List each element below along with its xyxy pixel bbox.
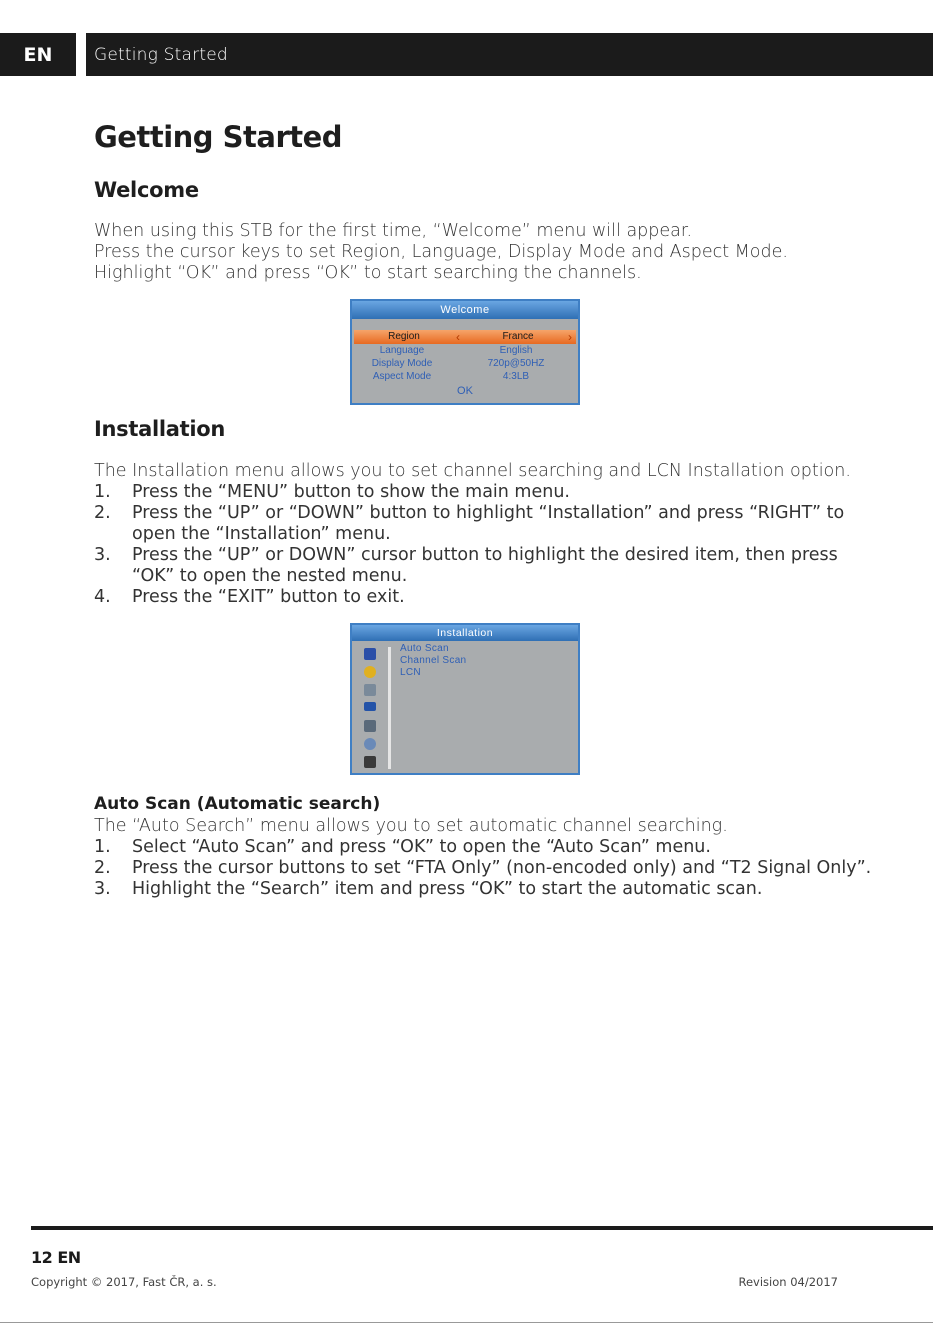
welcome-row-value: France bbox=[502, 331, 534, 342]
game-icon bbox=[364, 738, 376, 750]
installation-menu-screenshot bbox=[350, 623, 580, 775]
step-text: Press the “EXIT” button to exit. bbox=[132, 587, 405, 607]
installation-icon bbox=[364, 684, 376, 696]
media-icon bbox=[364, 756, 376, 768]
installation-screen-title: Installation bbox=[352, 625, 578, 641]
welcome-row-region bbox=[354, 330, 576, 344]
menu-item-channel-scan: Channel Scan bbox=[400, 655, 467, 666]
step-text: Press the cursor buttons to set “FTA Only” (non-encoded only) and “T2 Signal Only”. bbox=[132, 858, 872, 878]
step-text: Press the “UP” or “DOWN” button to highlight “Installation” and press “RIGHT” to open the “Installation” menu. bbox=[132, 503, 845, 544]
arrow-right-icon: › bbox=[568, 330, 572, 344]
welcome-row-language bbox=[352, 344, 578, 357]
menu-item-lcn: LCN bbox=[400, 667, 421, 678]
welcome-menu-screenshot bbox=[350, 299, 580, 405]
installation-menu-list bbox=[400, 643, 466, 679]
header-title: Getting Started bbox=[94, 45, 228, 65]
copyright: Copyright © 2017, Fast ČR, a. s. bbox=[31, 1275, 217, 1289]
list-item bbox=[94, 503, 854, 545]
welcome-row-value: English bbox=[499, 345, 533, 356]
welcome-row-label: Region bbox=[388, 331, 420, 342]
page-title: Getting Started bbox=[94, 120, 343, 154]
step-text: Press the “UP” or DOWN” cursor button to highlight the desired item, then press “OK” to open the nested menu. bbox=[132, 545, 838, 586]
step-number: 4. bbox=[94, 587, 111, 607]
footer-rule bbox=[31, 1226, 933, 1230]
welcome-line-3: Highlight “OK” and press “OK” to start searching the channels. bbox=[94, 263, 642, 283]
installation-heading: Installation bbox=[94, 417, 226, 441]
bottom-line bbox=[0, 1322, 933, 1323]
header-separator bbox=[76, 33, 86, 76]
arrow-left-icon: ‹ bbox=[456, 330, 460, 344]
installation-intro: The Installation menu allows you to set channel searching and LCN Installation option. bbox=[94, 461, 851, 481]
welcome-row-label: Display Mode bbox=[371, 358, 433, 369]
picture-icon bbox=[364, 666, 376, 678]
header-bar bbox=[0, 33, 933, 76]
welcome-line-1: When using this STB for the first time, “Welcome” menu will appear. bbox=[94, 221, 693, 241]
tools-icon bbox=[364, 720, 376, 732]
step-number: 3. bbox=[94, 545, 111, 565]
welcome-row-value: 4:3LB bbox=[502, 371, 530, 382]
step-number: 1. bbox=[94, 837, 111, 857]
list-item bbox=[94, 545, 854, 587]
step-number: 1. bbox=[94, 482, 111, 502]
list-item bbox=[94, 837, 894, 858]
welcome-row-label: Aspect Mode bbox=[372, 371, 432, 382]
welcome-heading: Welcome bbox=[94, 178, 199, 202]
installation-steps bbox=[94, 482, 854, 608]
welcome-row-aspect-mode bbox=[352, 370, 578, 383]
welcome-ok: OK bbox=[457, 385, 473, 397]
menu-icon-column bbox=[356, 643, 386, 770]
list-item bbox=[94, 858, 894, 879]
auto-scan-intro: The “Auto Search” menu allows you to set automatic channel searching. bbox=[94, 816, 728, 836]
step-number: 2. bbox=[94, 858, 111, 878]
auto-scan-heading: Auto Scan (Automatic search) bbox=[94, 794, 381, 814]
step-text: Highlight the “Search” item and press “OK” to start the automatic scan. bbox=[132, 879, 763, 899]
auto-scan-steps bbox=[94, 837, 894, 900]
step-text: Select “Auto Scan” and press “OK” to open the “Auto Scan” menu. bbox=[132, 837, 711, 857]
list-item bbox=[94, 587, 854, 608]
system-icon bbox=[364, 702, 376, 711]
step-number: 3. bbox=[94, 879, 111, 899]
language-tab: EN bbox=[0, 33, 76, 76]
welcome-row-value: 720p@50HZ bbox=[487, 358, 545, 369]
list-item bbox=[94, 482, 854, 503]
welcome-line-2: Press the cursor keys to set Region, Language, Display Mode and Aspect Mode. bbox=[94, 242, 788, 262]
welcome-row-label: Language bbox=[379, 345, 425, 356]
page-number: 12 EN bbox=[31, 1248, 81, 1267]
welcome-screen-title: Welcome bbox=[352, 301, 578, 319]
step-number: 2. bbox=[94, 503, 111, 523]
menu-item-auto-scan: Auto Scan bbox=[400, 643, 449, 654]
revision: Revision 04/2017 bbox=[738, 1275, 838, 1289]
list-item bbox=[94, 879, 894, 900]
step-text: Press the “MENU” button to show the main menu. bbox=[132, 482, 570, 502]
menu-divider bbox=[388, 647, 391, 769]
welcome-row-display-mode bbox=[352, 357, 578, 370]
program-icon bbox=[364, 648, 376, 660]
